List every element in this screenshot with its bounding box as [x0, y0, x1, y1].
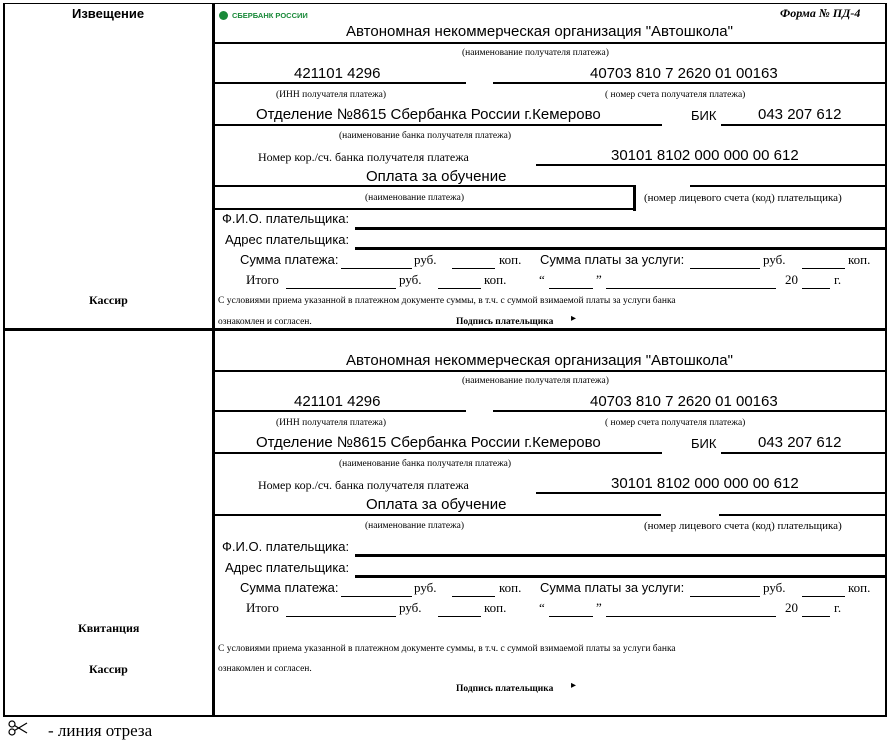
rule	[721, 452, 885, 454]
cashier-label-bottom: Кассир	[89, 662, 128, 676]
frame-bottom	[3, 715, 887, 717]
account-value: 40703 810 7 2620 01 00163	[590, 65, 778, 82]
account-caption: ( номер счета получателя платежа)	[605, 90, 746, 100]
payer-address-field[interactable]	[355, 247, 885, 250]
cashier-label-top: Кассир	[89, 293, 128, 307]
terms-line-2: ознакомлен и согласен.	[218, 317, 312, 327]
frame-left	[3, 3, 5, 717]
bank-logo	[219, 6, 308, 24]
payer-address-label-2[interactable]: Адрес плательщика:	[225, 560, 350, 575]
fee-kop-field-2[interactable]	[802, 584, 845, 597]
bank-caption: (наименование банка получателя платежа)	[339, 131, 512, 141]
fee-rub-label: руб.	[763, 252, 786, 267]
amount-kop-field-2[interactable]	[452, 584, 495, 597]
total-kop-label-2: коп.	[484, 600, 507, 615]
inn-value-2: 421101 4296	[294, 393, 381, 410]
amount-kop-field[interactable]	[452, 256, 495, 269]
total-rub-field-2[interactable]	[286, 604, 396, 617]
total-label: Итого	[246, 272, 279, 287]
rule	[215, 42, 885, 44]
purpose-caption-2: (наименование платежа)	[365, 521, 465, 531]
rule	[215, 208, 635, 210]
recipient-caption: (наименование получателя платежа)	[462, 48, 609, 58]
payer-name-label[interactable]: Ф.И.О. плательщика:	[222, 211, 350, 226]
inn-caption: (ИНН получателя платежа)	[276, 90, 387, 100]
quote-open-2: “	[539, 600, 545, 615]
receipt-title: Квитанция	[78, 621, 140, 635]
scissors-icon	[8, 720, 28, 741]
purpose-value-2: Оплата за обучение	[366, 496, 507, 513]
date-day-field[interactable]	[549, 276, 593, 289]
quote-close-2: ”	[596, 600, 602, 615]
purpose-value: Оплата за обучение	[366, 168, 507, 185]
bank-name: Отделение №8615 Сбербанка России г.Кемерово	[256, 106, 601, 123]
form-number: Форма № ПД-4	[780, 6, 861, 20]
rule	[493, 410, 885, 412]
amount-label: Сумма платежа:	[240, 252, 339, 267]
amount-rub-field[interactable]	[341, 256, 412, 269]
total-rub-label: руб.	[399, 272, 422, 287]
section-divider	[3, 328, 887, 331]
rub-label: руб.	[414, 252, 437, 267]
bik-label: БИК	[691, 108, 717, 123]
total-rub-label-2: руб.	[399, 600, 422, 615]
cursor-icon: ▸	[571, 313, 577, 324]
date-year-field-2[interactable]	[802, 604, 830, 617]
quote-open: “	[539, 272, 545, 287]
rule	[690, 185, 885, 187]
payer-name-label-2[interactable]: Ф.И.О. плательщика:	[222, 539, 350, 554]
terms-line-1-2: С условиями приема указанной в платежном документе суммы, в т.ч. с суммой взимаемой платы за услуги банка	[218, 644, 676, 654]
year-suffix: г.	[834, 272, 842, 287]
stub-divider	[212, 3, 215, 717]
notice-title: Извещение	[72, 6, 145, 21]
corr-label-2: Номер кор./сч. банка получателя платежа	[258, 478, 469, 492]
date-year-field[interactable]	[802, 276, 830, 289]
frame-right	[885, 3, 887, 717]
payer-address-label[interactable]: Адрес плательщика:	[225, 232, 350, 247]
kop-label: коп.	[499, 252, 522, 267]
signature-label-2[interactable]: Подпись плательщика	[456, 684, 554, 694]
bank-name-2: Отделение №8615 Сбербанка России г.Кемерово	[256, 434, 601, 451]
personal-account-caption: (номер лицевого счета (код) плательщика)	[644, 192, 842, 204]
recipient-name: Автономная некоммерческая организация "Автошкола"	[346, 23, 733, 40]
date-day-field-2[interactable]	[549, 604, 593, 617]
rule	[719, 514, 885, 516]
terms-line-2-2: ознакомлен и согласен.	[218, 664, 312, 674]
amount-rub-field-2[interactable]	[341, 584, 412, 597]
fee-kop-label: коп.	[848, 252, 871, 267]
rule	[215, 82, 466, 84]
bank-logo-icon	[219, 11, 228, 20]
rule	[215, 124, 662, 126]
bik-value: 043 207 612	[758, 106, 842, 123]
total-kop-label: коп.	[484, 272, 507, 287]
total-label-2: Итого	[246, 600, 279, 615]
terms-line-1: С условиями приема указанной в платежном документе суммы, в т.ч. с суммой взимаемой платы за услуги банка	[218, 296, 676, 306]
kop-label-2: коп.	[499, 580, 522, 595]
service-fee-label-2: Сумма платы за услуги:	[540, 580, 685, 595]
payer-address-field-2[interactable]	[355, 575, 885, 578]
bank-logo-text: СБЕРБАНК РОССИИ	[232, 10, 308, 20]
inn-value: 421101 4296	[294, 65, 381, 82]
bank-caption-2: (наименование банка получателя платежа)	[339, 459, 512, 469]
corr-account-2: 30101 8102 000 000 00 612	[611, 475, 799, 492]
fee-kop-label-2: коп.	[848, 580, 871, 595]
year-prefix: 20	[785, 272, 798, 287]
purpose-caption: (наименование платежа)	[365, 193, 465, 203]
service-fee-label: Сумма платы за услуги:	[540, 252, 685, 267]
year-prefix-2: 20	[785, 600, 798, 615]
signature-label[interactable]: Подпись плательщика	[456, 317, 554, 327]
account-caption-2: ( номер счета получателя платежа)	[605, 418, 746, 428]
total-kop-field-2[interactable]	[438, 604, 481, 617]
payer-name-field[interactable]	[355, 227, 885, 230]
corr-label: Номер кор./сч. банка получателя платежа	[258, 150, 469, 164]
account-value-2: 40703 810 7 2620 01 00163	[590, 393, 778, 410]
bik-label-2: БИК	[691, 436, 717, 451]
fee-rub-field[interactable]	[690, 256, 760, 269]
date-month-field[interactable]	[606, 276, 776, 289]
payer-name-field-2[interactable]	[355, 554, 885, 557]
fee-rub-field-2[interactable]	[690, 584, 760, 597]
rule	[536, 164, 885, 166]
cursor-icon-2: ▸	[571, 680, 577, 691]
rule	[493, 82, 885, 84]
fee-kop-field[interactable]	[802, 256, 845, 269]
recipient-caption-2: (наименование получателя платежа)	[462, 376, 609, 386]
rule	[215, 370, 885, 372]
fee-rub-label-2: руб.	[763, 580, 786, 595]
inn-caption-2: (ИНН получателя платежа)	[276, 418, 387, 428]
rub-label-2: руб.	[414, 580, 437, 595]
date-month-field-2[interactable]	[606, 604, 776, 617]
rule	[721, 124, 885, 126]
year-suffix-2: г.	[834, 600, 842, 615]
cut-line-label: - линия отреза	[48, 721, 153, 740]
total-kop-field[interactable]	[438, 276, 481, 289]
rule	[215, 452, 662, 454]
total-rub-field[interactable]	[286, 276, 396, 289]
rule	[215, 410, 466, 412]
bik-value-2: 043 207 612	[758, 434, 842, 451]
rule	[215, 514, 661, 516]
personal-account-caption-2: (номер лицевого счета (код) плательщика)	[644, 520, 842, 532]
frame-top	[3, 3, 887, 4]
amount-label-2: Сумма платежа:	[240, 580, 339, 595]
rule	[536, 492, 885, 494]
corr-account: 30101 8102 000 000 00 612	[611, 147, 799, 164]
quote-close: ”	[596, 272, 602, 287]
recipient-name-2: Автономная некоммерческая организация "Автошкола"	[346, 352, 733, 369]
rule	[215, 185, 633, 187]
